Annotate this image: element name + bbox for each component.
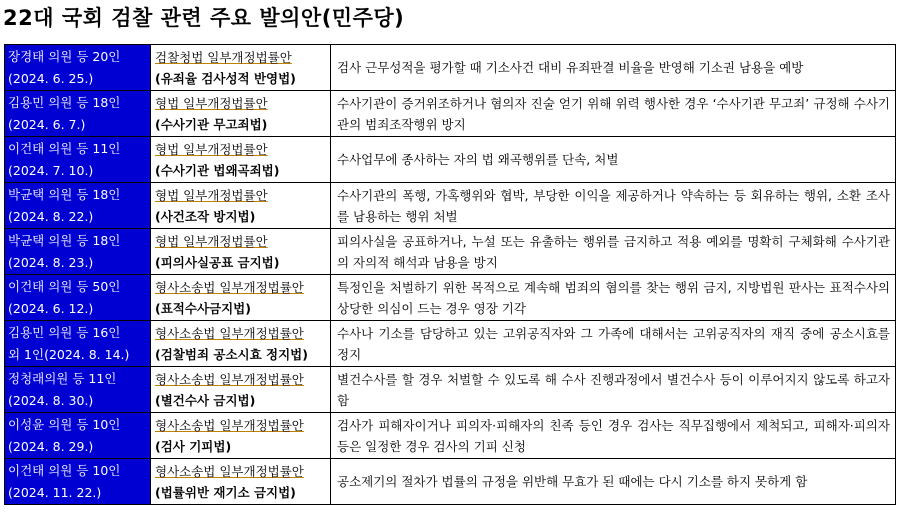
description-cell: [331, 413, 896, 459]
bill-cell: [151, 367, 331, 413]
bill-name: 형법 일부개정법률안: [155, 233, 268, 249]
bill-description: 피의사실을 공표하거나, 누설 또는 유출하는 행위를 금지하고 적용 예외를 명확히 구체화해 수사기관의 자의적 해석과 남용을 방지: [337, 233, 890, 270]
bill-cell: [151, 137, 331, 183]
bill-cell: [151, 45, 331, 91]
sponsor-cell: [5, 275, 151, 321]
sponsor-cell: [5, 137, 151, 183]
sponsor-name: 이건태 의원 등 11인: [8, 140, 121, 156]
bills-table: [4, 44, 896, 505]
sponsor-name: 김용민 의원 등 18인: [8, 94, 121, 110]
sponsor-name: 김용민 의원 등 16인: [8, 324, 121, 340]
description-cell: [331, 229, 896, 275]
bill-short-name: (수사기관 무고죄법): [155, 116, 268, 132]
sponsor-name: 이건태 의원 등 10인: [8, 462, 121, 478]
bill-date: 외 1인(2024. 8. 14.): [8, 346, 130, 362]
bill-cell: [151, 459, 331, 505]
sponsor-name: 정청래의원 등 11인: [8, 370, 117, 386]
bill-cell: [151, 91, 331, 137]
description-cell: [331, 367, 896, 413]
bill-name: 형사소송법 일부개정법률안: [155, 417, 304, 433]
bill-description: 수사업무에 종사하는 자의 법 왜곡행위를 단속, 처벌: [337, 152, 619, 167]
bill-description: 수사기관이 증거위조하거나 혐의자 진술 얻기 위해 위력 행사한 경우 ‘수사기관 무고죄’ 규정해 수사기관의 범죄조작행위 방지: [337, 95, 890, 132]
sponsor-cell: [5, 413, 151, 459]
description-cell: [331, 91, 896, 137]
bill-description: 검사가 피해자이거나 피의자·피해자의 친족 등인 경우 검사는 직무집행에서 제척되고, 피해자·피의자 등은 일정한 경우 검사의 기피 신청: [337, 417, 890, 454]
sponsor-cell: [5, 367, 151, 413]
bills-table-body: [5, 45, 896, 505]
sponsor-cell: [5, 229, 151, 275]
sponsor-name: 박균택 의원 등 18인: [8, 232, 121, 248]
description-cell: [331, 275, 896, 321]
table-row: [5, 183, 896, 229]
bill-date: (2024. 6. 12.): [8, 300, 94, 316]
bill-date: (2024. 8. 23.): [8, 254, 94, 270]
description-cell: [331, 321, 896, 367]
bill-description: 특정인을 처벌하기 위한 목적으로 계속해 범죄의 혐의를 찾는 행위 금지, 지방법원 판사는 표적수사의 상당한 의심이 드는 경우 영장 기각: [337, 279, 890, 316]
table-row: [5, 45, 896, 91]
sponsor-cell: [5, 321, 151, 367]
bill-short-name: (별건수사 금지법): [155, 392, 256, 408]
sponsor-name: 박균택 의원 등 18인: [8, 186, 121, 202]
bill-short-name: (피의사실공표 금지법): [155, 254, 280, 270]
bill-cell: [151, 413, 331, 459]
sponsor-cell: [5, 459, 151, 505]
bill-description: 검사 근무성적을 평가할 때 기소사건 대비 유죄판결 비율을 반영해 기소권 남용을 예방: [337, 60, 804, 75]
bill-short-name: (검찰범죄 공소시효 정지법): [155, 346, 308, 362]
bill-date: (2024. 6. 25.): [8, 70, 94, 86]
bill-cell: [151, 275, 331, 321]
page-title: 22대 국회 검찰 관련 주요 발의안(민주당): [3, 6, 405, 30]
bill-description: 수사나 기소를 담당하고 있는 고위공직자와 그 가족에 대해서는 고위공직자의 재직 중에 공소시효를 정지: [337, 325, 890, 362]
description-cell: [331, 45, 896, 91]
sponsor-name: 이성윤 의원 등 10인: [8, 416, 121, 432]
bill-short-name: (검사 기피법): [155, 438, 232, 454]
table-row: [5, 229, 896, 275]
bill-short-name: (법률위반 재기소 금지법): [155, 484, 296, 500]
bill-short-name: (유죄율 검사성적 반영법): [155, 70, 296, 86]
bill-name: 검찰청법 일부개정법률안: [155, 49, 292, 65]
table-row: [5, 91, 896, 137]
sponsor-name: 이건태 의원 등 50인: [8, 278, 121, 294]
bill-date: (2024. 8. 30.): [8, 392, 94, 408]
sponsor-name: 장경태 의원 등 20인: [8, 48, 121, 64]
bill-name: 형법 일부개정법률안: [155, 95, 268, 111]
description-cell: [331, 183, 896, 229]
table-row: [5, 275, 896, 321]
sponsor-cell: [5, 183, 151, 229]
bill-name: 형사소송법 일부개정법률안: [155, 325, 304, 341]
bill-date: (2024. 8. 29.): [8, 438, 94, 454]
sponsor-cell: [5, 45, 151, 91]
bill-description: 수사기관의 폭행, 가혹행위와 협박, 부당한 이익을 제공하거나 약속하는 등 회유하는 행위, 소환 조사를 남용하는 행위 처벌: [337, 187, 890, 224]
bill-description: 공소제기의 절차가 법률의 규정을 위반해 무효가 된 때에는 다시 기소를 하지 못하게 함: [337, 474, 808, 489]
bill-name: 형사소송법 일부개정법률안: [155, 371, 304, 387]
description-cell: [331, 459, 896, 505]
description-cell: [331, 137, 896, 183]
bill-name: 형법 일부개정법률안: [155, 187, 268, 203]
bill-name: 형법 일부개정법률안: [155, 141, 268, 157]
bill-cell: [151, 229, 331, 275]
bill-name: 형사소송법 일부개정법률안: [155, 279, 304, 295]
bill-name: 형사소송법 일부개정법률안: [155, 463, 304, 479]
table-row: [5, 413, 896, 459]
table-row: [5, 321, 896, 367]
bill-short-name: (사건조작 방지법): [155, 208, 256, 224]
table-row: [5, 459, 896, 505]
bill-description: 별건수사를 할 경우 처벌할 수 있도록 해 수사 진행과정에서 별건수사 등이 이루어지지 않도록 하고자 함: [337, 371, 890, 408]
bill-cell: [151, 183, 331, 229]
bill-date: (2024. 8. 22.): [8, 208, 94, 224]
sponsor-cell: [5, 91, 151, 137]
bill-short-name: (수사기관 법왜곡죄법): [155, 162, 280, 178]
bill-short-name: (표적수사금지법): [155, 300, 251, 316]
bill-cell: [151, 321, 331, 367]
table-row: [5, 137, 896, 183]
bill-date: (2024. 6. 7.): [8, 116, 86, 132]
bill-date: (2024. 7. 10.): [8, 162, 94, 178]
bill-date: (2024. 11. 22.): [8, 484, 102, 500]
table-row: [5, 367, 896, 413]
